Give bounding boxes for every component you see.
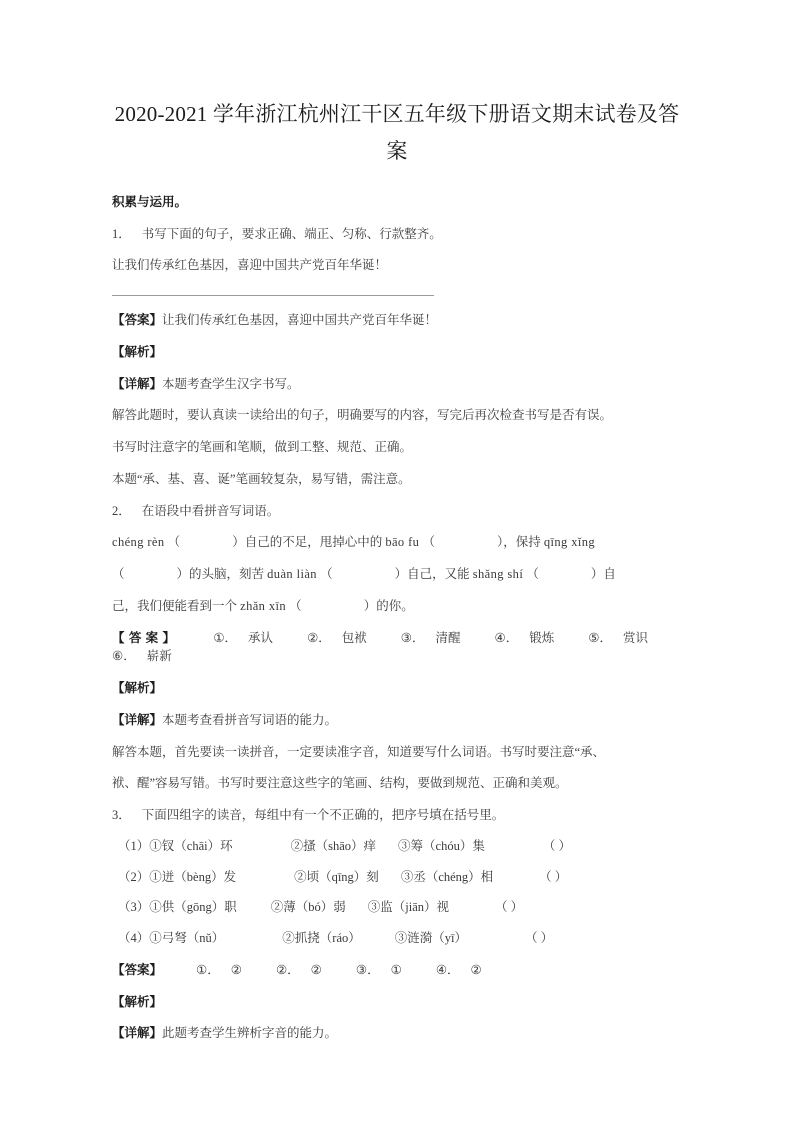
document-page — [112, 0, 682, 1043]
question-1-detail-text: 本题考查学生汉字书写。 — [162, 376, 300, 391]
group-2-option-1: ①迸（bèng）发 — [149, 869, 237, 884]
answer-marker-1: ①． — [196, 962, 220, 977]
detail-tag: 【详解】 — [112, 1026, 163, 1041]
group-4-option-1: ①弓弩（nǔ） — [149, 931, 225, 945]
question-2-text-f: 己，我们便能看到一个 — [112, 598, 238, 613]
question-2-analysis — [112, 666, 682, 698]
group-4-option-3: ③涟漪（yī） — [394, 931, 467, 945]
question-3-stem-text: 下面四组字的读音，每组中有一个不正确的，把序号填在括号里。 — [141, 808, 505, 822]
question-2-explanation-line-1: 解答本题，首先要读一读拼音，一定要读准字音，知道要写什么词语。书写时要注意“承、 — [112, 744, 606, 759]
pinyin-cheng-ren: chéng rèn — [112, 535, 165, 550]
answer-marker-2: ②． — [275, 962, 300, 977]
question-1-answer-text: 让我们传承红色基因，喜迎中国共产党百年华诞！ — [162, 313, 438, 327]
pinyin-zhan-xin: zhǎn xīn — [240, 598, 287, 613]
group-1-blank[interactable]: （ ） — [542, 838, 571, 853]
group-3-option-3: ③监（jiān）视 — [367, 900, 450, 915]
question-3-stem — [112, 793, 682, 825]
group-4-blank[interactable]: （ ） — [524, 931, 554, 945]
group-1-label: （1） — [118, 838, 150, 853]
group-3-label: （3） — [118, 900, 150, 915]
answer-tag: 【答案】 — [112, 630, 180, 645]
question-2-text-e: ）自 — [590, 567, 616, 581]
question-3-analysis — [112, 980, 682, 1012]
question-2-stem — [112, 489, 682, 521]
question-2-detail — [112, 698, 682, 730]
answer-value-3: ① — [390, 962, 402, 977]
page-title: 2020-2021 学年浙江杭州江干区五年级下册语文期末试卷及答案 — [114, 102, 680, 163]
answer-value-1: ② — [230, 962, 242, 977]
pinyin-bao-fu: bāo fu — [385, 535, 420, 550]
question-2-answer — [112, 616, 682, 667]
answer-marker-4: ④． — [435, 962, 460, 977]
question-3-number: 3． — [112, 808, 131, 822]
question-3-group-2 — [112, 856, 682, 887]
question-3-detail-text: 此题考查学生辨析字音的能力。 — [162, 1026, 338, 1041]
group-1-option-2: ②搔（shāo）痒 — [290, 838, 377, 853]
question-3-group-1 — [112, 825, 682, 856]
blank-paren-open-4: （ — [320, 567, 333, 581]
pinyin-duan-lian: duàn liàn — [267, 567, 317, 581]
handwriting-rule — [112, 295, 434, 296]
question-2-text-d: ）自己，又能 — [394, 567, 470, 581]
group-1-option-1: ①钗（chāi）环 — [149, 838, 233, 853]
handwriting-rule-wrap — [112, 275, 682, 298]
answer-tag: 【答案】 — [112, 962, 163, 977]
question-1-stem-text: 书写下面的句子，要求正确、端正、匀称、行款整齐。 — [141, 226, 442, 241]
group-1-option-3: ③筹（chóu）集 — [398, 838, 485, 853]
pinyin-shang-shi: shǎng shí — [472, 567, 524, 581]
answer-marker-6: ⑥． — [112, 649, 136, 664]
question-1-explanation-line-2: 书写时注意字的笔画和笔顺，做到工整、规范、正确。 — [112, 440, 413, 454]
question-2-number: 2． — [112, 503, 131, 518]
answer-value-3: 清醒 — [435, 630, 461, 645]
question-1-analysis — [112, 330, 682, 362]
answer-value-4: 锻炼 — [529, 630, 555, 645]
question-2-detail-text: 本题考查看拼音写词语的能力。 — [162, 712, 338, 727]
question-2-text-c: ）的头脑，刻苦 — [176, 567, 265, 581]
group-2-blank[interactable]: （ ） — [539, 869, 568, 884]
analysis-tag: 【解析】 — [112, 344, 163, 359]
blank-paren-open-1: （ — [167, 535, 181, 550]
question-2-passage-line-2 — [112, 552, 682, 584]
question-2-text-g: ）的你。 — [363, 598, 414, 613]
group-2-label: （2） — [118, 869, 150, 884]
question-2-stem-text: 在语段中看拼音写词语。 — [141, 503, 280, 518]
group-4-option-2: ②抓挠（ráo） — [282, 931, 361, 945]
question-2-passage-line-3 — [112, 584, 682, 616]
section-heading: 积累与运用。 — [112, 194, 188, 209]
answer-marker-5: ⑤． — [588, 630, 612, 645]
answer-marker-3: ③． — [355, 962, 380, 977]
question-1-content: 让我们传承红色基因，喜迎中国共产党百年华诞！ — [112, 258, 388, 273]
question-2-explanation-line-2: 袱、醒”容易写错。书写时要注意这些字的笔画、结构，要做到规范、正确和美观。 — [112, 776, 568, 791]
group-3-blank[interactable]: （ ） — [495, 900, 524, 915]
answer-value-4: ② — [470, 962, 482, 977]
answer-value-1: 承认 — [248, 630, 274, 645]
question-3-answer — [112, 948, 682, 980]
blank-paren-open-3: （ — [112, 567, 125, 581]
group-3-option-1: ①供（gōng）职 — [149, 900, 237, 915]
detail-tag: 【详解】 — [112, 712, 163, 727]
pinyin-qing-xing: qīng xǐng — [543, 535, 596, 550]
analysis-tag: 【解析】 — [112, 681, 163, 695]
question-2-text-a: ）自己的不足，甩掉心中的 — [232, 535, 383, 550]
detail-tag: 【详解】 — [112, 376, 163, 391]
analysis-tag: 【解析】 — [112, 994, 163, 1009]
question-1-stem — [112, 212, 682, 244]
answer-marker-3: ③． — [400, 630, 425, 645]
group-2-option-3: ③丞（chéng）相 — [400, 869, 494, 884]
question-3-group-4 — [112, 917, 682, 948]
blank-paren-open-5: （ — [526, 567, 539, 581]
answer-value-6: 崭新 — [146, 649, 172, 664]
question-1-answer — [112, 298, 682, 330]
question-2-passage-line-1 — [112, 520, 682, 552]
answer-marker-2: ②． — [307, 630, 331, 645]
group-2-option-2: ②顷（qīng）刻 — [294, 869, 379, 884]
answer-marker-4: ④． — [494, 630, 519, 645]
answer-value-5: 赏识 — [622, 630, 648, 645]
group-3-option-2: ②薄（bó）弱 — [270, 900, 346, 915]
answer-tag: 【答案】 — [112, 313, 163, 327]
blank-paren-open-6: （ — [289, 598, 302, 613]
question-1-detail — [112, 362, 682, 394]
answer-marker-1: ①． — [213, 630, 238, 645]
blank-paren-open-2: （ — [422, 535, 435, 550]
question-1-explanation-line-3: 本题“承、基、喜、诞”笔画较复杂，易写错，需注意。 — [112, 471, 411, 486]
group-4-label: （4） — [118, 931, 150, 945]
answer-value-2: ② — [310, 962, 322, 977]
question-2-text-b: ），保持 — [496, 535, 541, 550]
question-3-detail — [112, 1011, 682, 1043]
question-3-group-3 — [112, 886, 682, 917]
answer-value-2: 包袱 — [341, 630, 367, 645]
question-1-number: 1． — [112, 226, 131, 241]
question-1-explanation-line-1: 解答此题时，要认真读一读给出的句子，明确要写的内容，写完后再次检查书写是否有误。 — [112, 408, 613, 423]
